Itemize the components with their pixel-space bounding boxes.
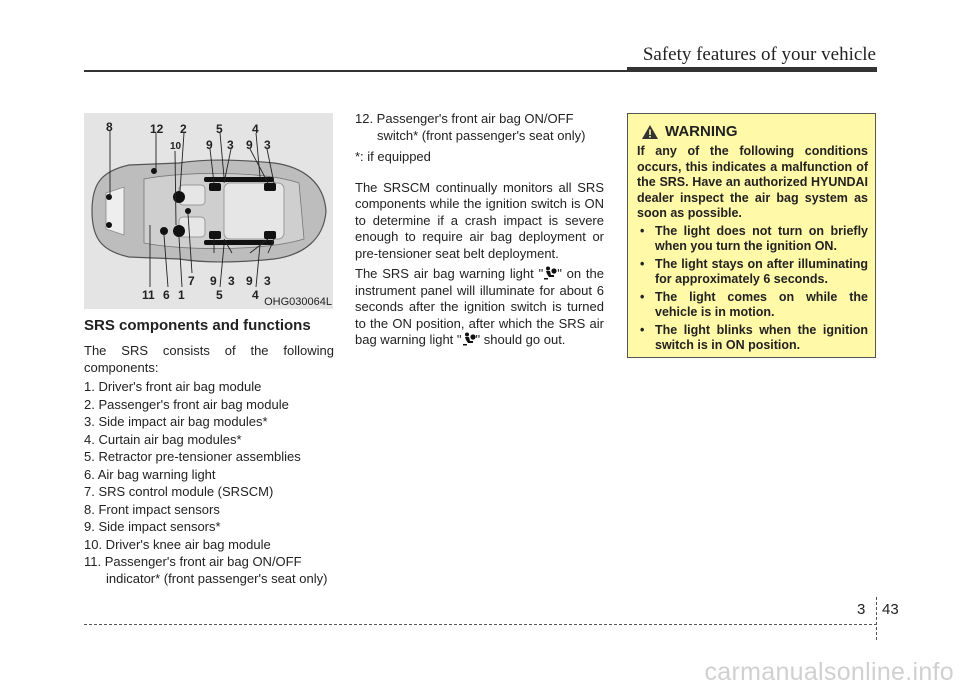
list-item: 1. Driver's front air bag module [84,379,262,394]
list-item: 3. Side impact air bag modules* [84,414,268,429]
list-item: 9. Side impact sensors* [84,519,221,534]
callout-7: 7 [188,274,195,288]
watermark: carmanualsonline.info [704,658,954,686]
warning-bullet: • The light comes on while the vehicle is in motion. [637,290,868,321]
header-rule-accent [627,67,877,72]
srscm-paragraph: The SRSCM continually monitors all SRS components while the ignition switch is ON to determine if a crash impact is severe enough to require air bag deployment or pre-tensioner seat belt deployment. [355,179,604,261]
list-item: 4. Curtain air bag modules* [84,431,242,447]
footer-rule [84,624,877,625]
callout-3-bottom-front: 3 [228,274,235,288]
warning-bullets [637,224,868,354]
side-airbag-rear-left [264,231,276,239]
list-item: 8. Front impact sensors [84,501,220,517]
srscm-description [355,111,604,353]
callout-5-bottom: 5 [216,288,223,302]
callout-10: 10 [170,141,182,152]
list-item: 7. SRS control module (SRSCM) [84,484,274,499]
warning-triangle-icon [641,124,659,140]
callout-9-bottom-front: 9 [210,274,217,288]
warning-header [641,124,868,140]
callout-3-bottom-rear: 3 [264,274,271,288]
list-item: 11. Passenger's front air bag ON/OFF indicator* (front passenger's seat only) [84,554,328,586]
driver-front-airbag [173,225,185,237]
airbag-warning-icon [462,332,476,346]
side-airbag-front-left [209,231,221,239]
paragraph-text: The SRS air bag warning light " [355,266,544,281]
callout-11: 11 [142,288,155,302]
list-item: 10. Driver's knee air bag module [84,536,271,552]
callout-4-top: 4 [252,122,259,136]
paragraph-text: " should go out. [475,332,566,347]
callout-8: 8 [106,120,113,134]
section-heading: SRS components and functions [84,317,311,334]
side-airbag-rear-right [264,183,276,191]
airbag-warning-icon [543,266,557,280]
callout-1: 1 [178,288,185,302]
equipped-note: *: if equipped [355,149,431,164]
callout-4-bottom: 4 [252,288,259,302]
callout-3-top-front: 3 [227,138,234,152]
list-item: 5. Retractor pre-tensioner assemblies [84,449,301,464]
callout-9-top-rear: 9 [246,138,253,152]
callout-5-top: 5 [216,122,223,136]
component-list [84,378,334,587]
callout-12: 12 [150,122,164,136]
footer-divider [876,597,877,640]
warning-light [160,227,168,235]
page-header-title: Safety features of your vehicle [642,44,876,65]
warning-bullet: • The light blinks when the ignition switch is in ON position. [637,323,868,354]
page-number: 43 [882,601,899,618]
srs-control-module [185,208,191,214]
list-item: 2. Passenger's front air bag module [84,396,289,412]
callout-6: 6 [163,288,170,302]
srs-diagram [84,113,333,309]
warning-title: WARNING [665,123,738,141]
front-impact-sensor-right [106,194,112,200]
callout-9-bottom-rear: 9 [246,274,253,288]
rear-seat [224,183,284,239]
srs-components-section [84,316,334,588]
warning-light-paragraph [355,266,604,349]
list-item-12: 12. Passenger's front air bag ON/OFF switch* (front passenger's seat only) [355,111,586,143]
warning-bullet: • The light does not turn on briefly when you turn the ignition ON. [637,224,868,255]
callout-9-top-front: 9 [206,138,213,152]
list-item: 6. Air bag warning light [84,466,216,482]
warning-body: If any of the following conditions occurs, this indicates a malfunction of the SRS. Have an authorized HYUNDAI dealer inspect the air bag system as soon as possible. [637,144,868,220]
figure-code: OHG030064L [264,296,332,308]
front-impact-sensor-left [106,222,112,228]
section-intro: The SRS consists of the following components: [84,343,334,375]
paragraph-text: " on the instrument panel will illuminate for about 6 seconds after the ignition switch is turned to the ON position, after which the SRS air bag warning light " [355,266,604,347]
car-illustration [84,113,333,309]
curtain-airbag-right [204,177,274,182]
callout-3-top-rear: 3 [264,138,271,152]
callout-2: 2 [180,122,187,136]
side-airbag-front-right [209,183,221,191]
passenger-front-airbag [173,191,185,203]
warning-box [627,113,876,358]
warning-bullet: • The light stays on after illuminating for approximately 6 seconds. [637,257,868,288]
section-number: 3 [857,601,866,618]
